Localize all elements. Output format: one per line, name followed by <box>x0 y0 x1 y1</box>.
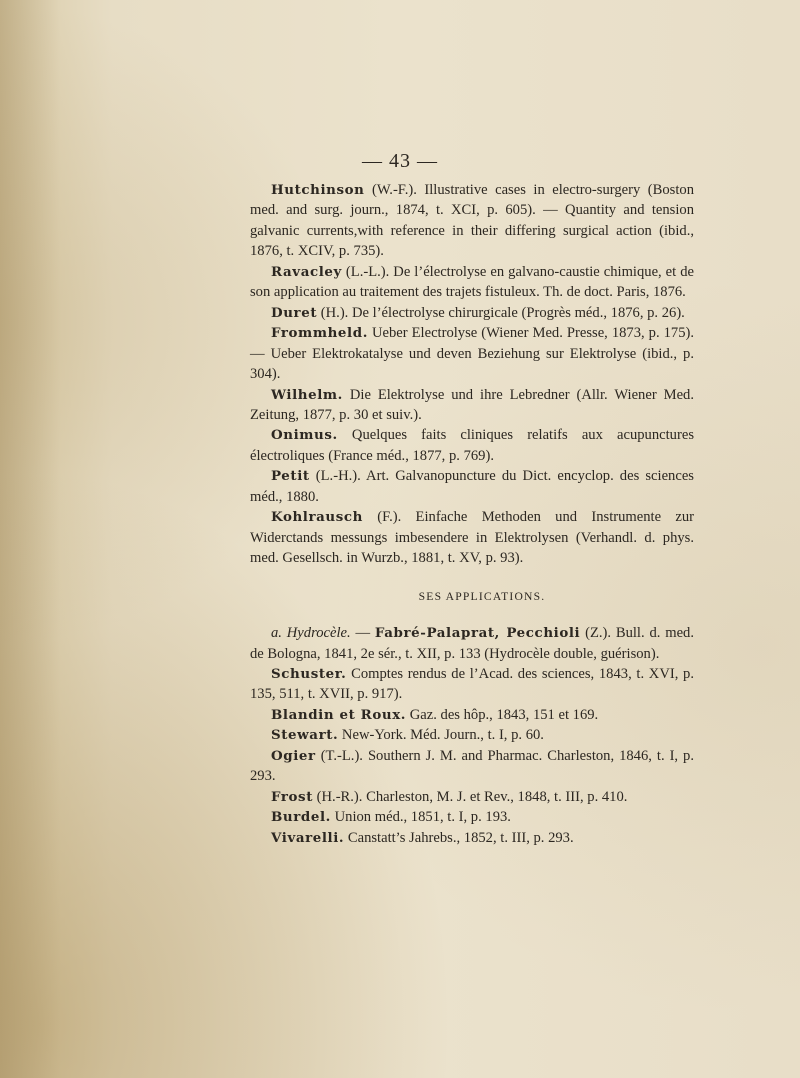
bibliography-entry <box>250 623 694 664</box>
entry-initials: (W.-F.). <box>372 182 417 198</box>
entry-author: Frommheld. <box>271 325 368 342</box>
entry-initials: (H.-R.). <box>316 788 363 805</box>
entry-initials: (F.). <box>377 509 402 526</box>
section-heading: SES APPLICATIONS. <box>418 589 546 603</box>
entry-author: Onimus. <box>271 427 338 444</box>
bibliography-entry <box>250 725 694 745</box>
bibliography-entry <box>250 385 694 426</box>
entry-citation: Illustrative cases in electro-surgery (Boston med. and surg. journ., 1874, t. XCI, p. 605). — Quantity and tension galvanic currents,with reference in their differing surgical action (ibid., 1876, t. XCIV, p. 735). <box>250 182 694 260</box>
entry-citation: Union méd., 1851, t. I, p. 193. <box>330 809 511 826</box>
bibliography-entry <box>250 705 694 725</box>
bibliography-entry <box>250 323 694 384</box>
entry-author: Petit <box>271 468 310 485</box>
entry-author: Kohlrausch <box>271 509 363 526</box>
entry-citation: Art. Galvanopuncture du Dict. encyclop. des sciences méd., 1880. <box>250 468 694 505</box>
entry-citation: Southern J. M. and Pharmac. Charleston, 1846, t. I, p. 293. <box>250 747 694 785</box>
entry-author: Burdel. <box>271 809 331 826</box>
entry-citation: Quelques faits cliniques relatifs aux acupunctures électroliques (France méd., 1877, p. 769). <box>250 427 694 464</box>
entry-author: Wilhelm. <box>271 386 343 403</box>
entry-initials: (Z.). <box>585 625 612 642</box>
entry-author: Hutchinson <box>271 182 365 198</box>
entry-citation: De l’électrolyse chirurgicale (Progrès méd., 1876, p. 26). <box>348 304 685 321</box>
bibliography-entry <box>250 466 694 507</box>
bibliography-entry <box>250 746 694 787</box>
entry-citation: Canstatt’s Jahrebs., 1852, t. III, p. 293. <box>344 829 574 846</box>
entry-author: Frost <box>271 788 313 805</box>
entry-citation: De l’électrolyse en galvano-caustie chimique, et de son application au traitement des trajets fistuleux. Th. de doct. Paris, 1876. <box>250 263 694 301</box>
entry-author: Ogier <box>271 747 316 764</box>
entry-author: Blandin et Roux. <box>271 706 407 723</box>
bibliography-entry <box>250 425 694 466</box>
entry-citation: Bull. d. med. de Bologna, 1841, 2e sér., t. XII, p. 133 (Hydrocèle double, guérison). <box>250 625 694 662</box>
entry-citation: New-York. Méd. Journ., t. I, p. 60. <box>338 727 544 744</box>
bibliography-entry <box>250 180 694 262</box>
bibliography-entry <box>250 787 694 807</box>
entry-subsection-label: a. Hydrocèle. <box>271 625 351 642</box>
entry-citation: Comptes rendus de l’Acad. des sciences, 1843, t. XVI, p. 135, 511, t. XVII, p. 917). <box>250 665 694 703</box>
entry-dash: — <box>350 625 375 642</box>
bibliography-entry <box>250 664 694 705</box>
entry-initials: (L.-L.). <box>345 263 390 280</box>
entry-author: Fabré-Palaprat, Pecchioli <box>374 625 581 642</box>
entry-citation: Gaz. des hôp., 1843, 151 et 169. <box>406 706 599 723</box>
bibliography-entry <box>250 807 694 827</box>
entry-citation: Einfache Methoden und Instrumente zur Widerctands messungs imbesendere in Elektrolysen (Verhandl. d. phys. med. Gesellsch. in Wurzb., 1881, t. XV, p. 93). <box>250 509 694 567</box>
entry-author: Stewart. <box>271 727 339 744</box>
entry-author: Duret <box>271 304 318 321</box>
page-number: — 43 — <box>362 150 438 172</box>
entry-citation: Charleston, M. J. et Rev., 1848, t. III, p. 410. <box>362 788 628 805</box>
entry-initials: (H.). <box>320 304 349 321</box>
bibliography-entry <box>250 828 694 848</box>
entry-initials: (L.-H.). <box>315 468 361 485</box>
entry-author: Ravacley <box>271 263 342 280</box>
bibliography-list <box>250 180 694 848</box>
entry-author: Schuster. <box>271 665 347 682</box>
bibliography-entry <box>250 303 694 323</box>
entry-initials: (T.-L.). <box>320 747 363 764</box>
entry-citation: Ueber Electrolyse (Wiener Med. Presse, 1873, p. 175). — Ueber Elektrokatalyse und deven Beziehung sur Elektrolyse (ibid., p. 304). <box>250 325 694 383</box>
bibliography-entry <box>250 262 694 303</box>
entry-author: Vivarelli. <box>271 829 345 846</box>
bibliography-entry <box>250 507 694 568</box>
entry-citation: Die Elektrolyse und ihre Lebredner (Allr. Wiener Med. Zeitung, 1877, p. 30 et suiv.). <box>250 386 694 423</box>
